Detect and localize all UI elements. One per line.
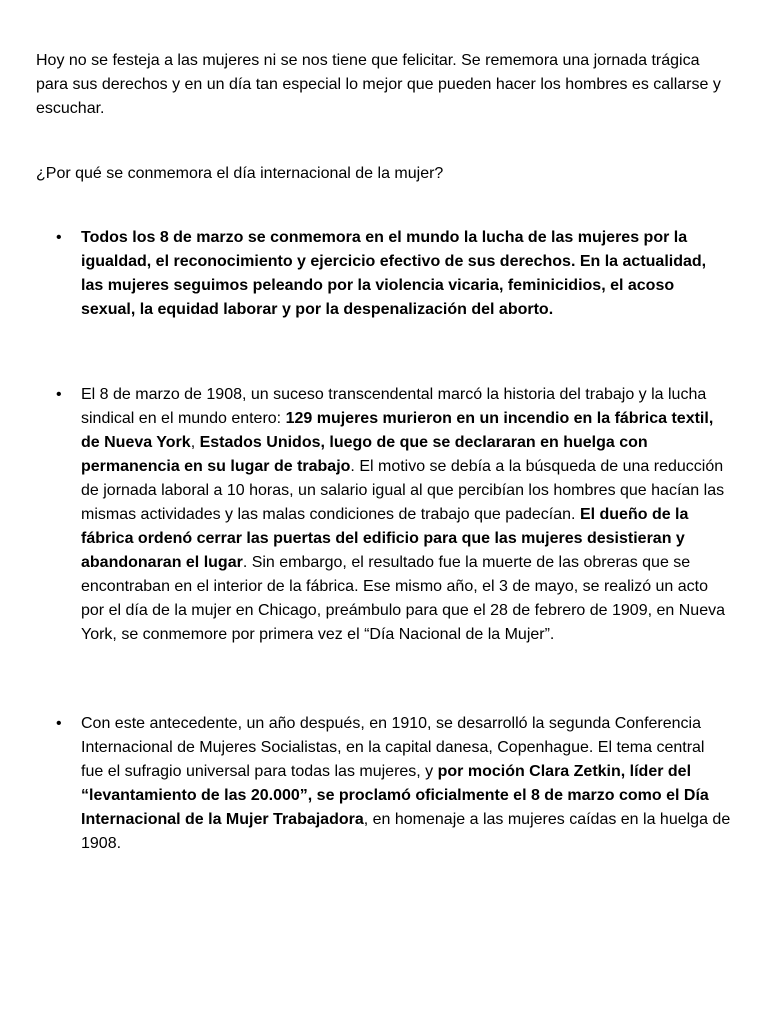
bullet-3-text-b: , en homenaje a las mujeres caídas en la huelga de 1908. (81, 811, 731, 852)
bullet-2-text-c: . El motivo se debía a la búsqueda de una reducción de jornada laboral a 10 horas, un salario igual al que percibían los hombres que hacían las mismas actividades y las malas condiciones de trabajo que padecían. (81, 458, 725, 523)
bullet-2-text-b: , (190, 434, 200, 451)
bullet-2-bold-c: El dueño de la fábrica ordenó cerrar las puertas del edificio para que las mujeres desistieran y abandonaran el lugar (81, 506, 689, 571)
bullet-3-bold-a: por moción Clara Zetkin, líder del “levantamiento de las 20.000”, se proclamó oficialmente el 8 de marzo como el Día Internacional de la Mujer Trabajadora (81, 763, 709, 828)
bullet-icon: • (56, 715, 62, 732)
bullet-text-2 (81, 383, 731, 647)
bullet-text-3 (81, 712, 731, 856)
bullet-2-text-d: . Sin embargo, el resultado fue la muerte de las obreras que se encontraban en el interior de la fábrica. Ese mismo año, el 3 de mayo, se realizó un acto por el día de la mujer en Chicago, preámbulo para que el 28 de febrero de 1909, en Nueva York, se conmemore por primera vez el “Día Nacional de la Mujer”. (81, 554, 725, 643)
bullet-icon: • (56, 386, 62, 403)
bullet-1-bold-text: Todos los 8 de marzo se conmemora en el mundo la lucha de las mujeres por la igualdad, el reconocimiento y ejercicio efectivo de sus derechos. En la actualidad, las mujeres seguimos peleando por la violencia vicaria, feminicidios, el acoso sexual, la equidad laborar y por la despenalización del aborto. (81, 229, 707, 318)
bullet-2-text-a: El 8 de marzo de 1908, un suceso transcendental marcó la historia del trabajo y la lucha sindical en el mundo entero: (81, 386, 707, 427)
bullet-text-1 (81, 226, 731, 322)
intro-paragraph: Hoy no se festeja a las mujeres ni se nos tiene que felicitar. Se rememora una jornada trágica para sus derechos y en un día tan especial lo mejor que pueden hacer los hombres es callarse y escuchar. (36, 52, 721, 117)
question-heading: ¿Por qué se conmemora el día internacional de la mujer? (36, 165, 444, 182)
bullet-icon: • (56, 229, 62, 246)
bullet-2-bold-b: Estados Unidos, luego de que se declararan en huelga con permanencia en su lugar de trabajo (81, 434, 648, 475)
bullet-2-bold-a: 129 mujeres murieron en un incendio en la fábrica textil, de Nueva York (81, 410, 714, 451)
bullet-3-text-a: Con este antecedente, un año después, en 1910, se desarrolló la segunda Conferencia Internacional de Mujeres Socialistas, en la capital danesa, Copenhague. El tema central fue el sufragio universal para todas las mujeres, y (81, 715, 705, 780)
